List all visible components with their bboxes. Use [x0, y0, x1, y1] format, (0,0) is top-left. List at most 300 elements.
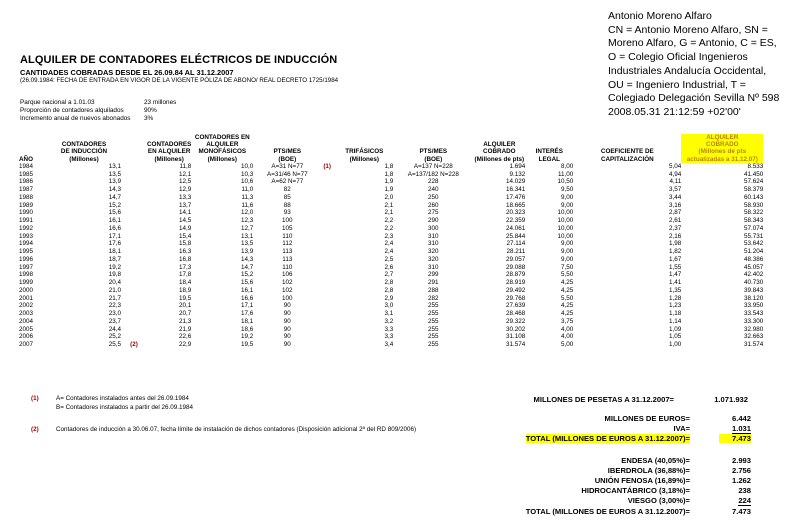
table-cell: 7,50 — [561, 263, 574, 271]
table-cell: 55.731 — [744, 232, 764, 240]
table-cell: 1,8 — [384, 162, 394, 170]
table-cell: 27.639 — [506, 302, 526, 310]
table-cell: 2004 — [19, 317, 34, 325]
table-cell: 255 — [428, 333, 439, 341]
table-cell: 13,5 — [241, 240, 254, 248]
table-row — [19, 163, 763, 171]
table-cell: 17,1 — [241, 302, 254, 310]
company-label: UNIÓN FENOSA (16,89%)= — [594, 476, 690, 485]
table-cell: 310 — [428, 240, 439, 248]
table-cell: 300 — [428, 224, 439, 232]
table-cell: 291 — [428, 279, 439, 287]
table-row — [19, 287, 763, 295]
table-cell: 21,9 — [179, 325, 192, 333]
table-cell: 12,3 — [241, 217, 254, 225]
table-cell: 1990 — [19, 209, 34, 217]
table-cell: 22,9 — [179, 341, 192, 349]
table-cell: 275 — [428, 209, 439, 217]
table-cell — [121, 326, 147, 334]
table-cell: 1,28 — [669, 294, 682, 302]
table-cell: 240 — [428, 186, 439, 194]
table-cell: 2,6 — [384, 263, 394, 271]
signature-line: 2008.05.31 21:12:59 +02'00' — [608, 105, 741, 118]
table-cell: 1985 — [19, 170, 34, 178]
table-cell — [321, 202, 335, 210]
col-header-year: AÑO — [19, 155, 33, 163]
table-cell: 1,14 — [669, 317, 682, 325]
table-cell: 4,00 — [561, 325, 574, 333]
table-cell: 9,50 — [561, 186, 574, 194]
table-cell: 16,3 — [179, 248, 192, 256]
table-cell: 22,3 — [108, 302, 121, 310]
table-cell: 31.574 — [744, 341, 764, 349]
company-label: IBERDROLA (36,88%)= — [607, 466, 690, 475]
table-cell: 17,1 — [108, 232, 121, 240]
table-cell: 1,98 — [669, 240, 682, 248]
table-cell: 27.114 — [506, 240, 526, 248]
table-cell — [321, 302, 335, 310]
footnote-text: Contadores de inducción a 30.06.07, fecha límite de instalación de dichos contadores (Disposición adicional 2ª del RD 809/2006) — [56, 426, 417, 433]
table-row — [19, 310, 763, 318]
company-value: 2.993 — [731, 456, 751, 465]
table-cell: 90 — [283, 302, 291, 310]
table-cell: 11,3 — [241, 193, 254, 201]
table-cell: 45.057 — [744, 263, 764, 271]
table-cell: 16,6 — [241, 294, 254, 302]
table-cell: A=137/182 N=228 — [407, 170, 459, 178]
table-cell: 24,4 — [108, 325, 121, 333]
table-cell: 4,25 — [561, 310, 574, 318]
table-cell: 3,75 — [561, 317, 574, 325]
table-cell: 110 — [282, 232, 293, 240]
table-cell: 17,6 — [108, 240, 121, 248]
table-cell: 14.029 — [506, 178, 526, 186]
table-cell: 12,9 — [179, 186, 192, 194]
table-cell: 102 — [282, 279, 293, 287]
table-cell: 19,2 — [241, 333, 254, 341]
table-cell: 88 — [283, 201, 291, 209]
table-cell: A=137 N=228 — [413, 162, 453, 170]
table-cell: 22.359 — [506, 217, 526, 225]
table-cell: 4,11 — [669, 178, 682, 186]
table-cell: 1,41 — [669, 279, 682, 287]
table-cell: 13,1 — [241, 232, 254, 240]
table-cell: 90 — [283, 341, 291, 349]
table-cell: 18.665 — [506, 201, 526, 209]
table-cell — [121, 256, 147, 264]
table-cell: 3,4 — [384, 341, 394, 349]
table-cell: 1996 — [19, 255, 34, 263]
footnote-mark: (1) — [31, 395, 39, 402]
footnote-text: B= Contadores instalados a partir del 26.09.1984 — [56, 404, 194, 411]
table-cell: 110 — [282, 263, 293, 271]
table-cell: 3,44 — [669, 193, 682, 201]
table-cell: 310 — [428, 232, 439, 240]
table-cell — [121, 186, 147, 194]
table-cell: 1,9 — [384, 178, 394, 186]
table-cell: 20,1 — [179, 302, 192, 310]
table-cell — [321, 194, 335, 202]
table-cell: 53.642 — [744, 240, 764, 248]
table-cell: 255 — [428, 310, 439, 318]
table-cell: 90 — [283, 333, 291, 341]
table-cell: 1991 — [19, 217, 34, 225]
table-cell: 22,6 — [179, 333, 192, 341]
table-cell: 260 — [428, 201, 439, 209]
summary-euros-label: MILLONES DE EUROS= — [604, 414, 690, 423]
table-cell: 1,67 — [669, 255, 682, 263]
table-cell: 25,2 — [108, 333, 121, 341]
table-row — [19, 202, 763, 210]
table-cell: (2) — [130, 341, 138, 349]
table-cell — [121, 295, 147, 303]
table-cell: 1993 — [19, 232, 34, 240]
table-cell: 255 — [428, 302, 439, 310]
table-cell: 100 — [282, 217, 293, 225]
table-cell: 28.468 — [506, 310, 526, 318]
table-cell: 1,09 — [669, 325, 682, 333]
col-header-tri: TRIFÁSICOS (Millones) — [345, 148, 384, 163]
footnote-mark: (2) — [31, 426, 39, 433]
table-cell: 33.950 — [744, 302, 764, 310]
table-cell: 100 — [282, 294, 293, 302]
param-label: Parque nacional a 1.01.03 — [20, 99, 95, 106]
table-cell: 20,7 — [179, 310, 192, 318]
table-cell: 57.074 — [744, 224, 764, 232]
table-cell: 14,3 — [241, 255, 254, 263]
table-cell: 14,7 — [241, 263, 254, 271]
table-cell: 255 — [428, 325, 439, 333]
table-cell: 25.844 — [506, 232, 526, 240]
col-header-interes: INTERÉS LEGAL — [535, 148, 563, 163]
table-cell: A=31 N=77 — [271, 162, 304, 170]
param-value: 23 millones — [144, 99, 177, 106]
table-row — [19, 256, 763, 264]
rental-table — [19, 134, 763, 349]
col-header-cont-alq: CONTADORES EN ALQUILER (Millones) — [147, 141, 192, 163]
table-cell: 2001 — [19, 294, 34, 302]
table-cell — [321, 186, 335, 194]
table-cell: 19,5 — [179, 294, 192, 302]
table-row — [19, 248, 763, 256]
col-header-pts-mes-tri: PTS/MES (BOE) — [419, 148, 448, 163]
table-cell: 18,1 — [241, 317, 254, 325]
table-cell: 18,4 — [179, 279, 192, 287]
table-cell — [121, 310, 147, 318]
table-cell: 93 — [283, 209, 291, 217]
table-row — [19, 209, 763, 217]
table-cell — [121, 202, 147, 210]
table-cell: 12,1 — [179, 170, 192, 178]
param-label: Proporción de contadores alquilados — [20, 107, 124, 114]
table-row — [19, 341, 763, 349]
table-cell: 48.386 — [744, 255, 764, 263]
table-cell: 1,47 — [669, 271, 682, 279]
table-cell: 2,1 — [384, 209, 394, 217]
table-cell: 2003 — [19, 310, 34, 318]
table-cell: 2,2 — [384, 224, 394, 232]
param-value: 3% — [144, 115, 154, 122]
table-cell: 90 — [283, 325, 291, 333]
table-cell: 9.132 — [509, 170, 526, 178]
table-cell: 15,4 — [179, 232, 192, 240]
table-cell: 15,6 — [241, 279, 254, 287]
table-cell: 1,18 — [669, 310, 682, 318]
table-cell: 9,00 — [561, 240, 574, 248]
table-cell: 29.057 — [506, 255, 526, 263]
table-cell: 1,23 — [669, 302, 682, 310]
table-cell — [121, 333, 147, 341]
table-cell: 40.730 — [744, 279, 764, 287]
table-cell: 21,0 — [108, 286, 121, 294]
table-cell: 5,00 — [561, 341, 574, 349]
table-cell: 11,0 — [241, 186, 254, 194]
table-row — [19, 186, 763, 194]
table-cell: 14,5 — [179, 217, 192, 225]
table-cell — [321, 225, 335, 233]
table-cell: 3,2 — [384, 317, 394, 325]
table-cell — [121, 287, 147, 295]
table-cell: 21,7 — [108, 294, 121, 302]
table-cell: 13,1 — [108, 162, 121, 170]
table-cell: 1998 — [19, 271, 34, 279]
table-cell: 18,7 — [108, 255, 121, 263]
table-cell: 19,5 — [241, 341, 254, 349]
table-cell: 9,00 — [561, 248, 574, 256]
table-cell: 255 — [428, 317, 439, 325]
table-cell: 3,57 — [669, 186, 682, 194]
table-cell: 1986 — [19, 178, 34, 186]
table-row — [19, 302, 763, 310]
table-cell: 5,50 — [561, 294, 574, 302]
table-cell: 16,8 — [179, 255, 192, 263]
table-cell: 15,2 — [241, 271, 254, 279]
table-cell: 2006 — [19, 333, 34, 341]
table-cell — [121, 194, 147, 202]
table-cell: 10,00 — [557, 217, 574, 225]
table-cell: 58.379 — [744, 186, 764, 194]
table-cell: 8.533 — [747, 162, 764, 170]
table-cell: 2,9 — [384, 294, 394, 302]
table-cell: 320 — [428, 255, 439, 263]
table-cell: 2007 — [19, 341, 34, 349]
table-cell: 38.120 — [744, 294, 764, 302]
col-header-coef: COEFICIENTE DE CAPITALIZACIÓN — [600, 148, 654, 163]
table-cell: 2,61 — [669, 217, 682, 225]
signature-line: Colegiado Delegación Sevilla Nº 598 — [608, 92, 780, 105]
company-total-label: TOTAL (MILLONES DE EUROS A 31.12.2007)= — [525, 507, 690, 516]
table-cell: 14,1 — [179, 209, 192, 217]
table-row — [19, 295, 763, 303]
table-cell: 1984 — [19, 162, 34, 170]
table-cell: 310 — [428, 263, 439, 271]
table-cell: 25,5 — [108, 341, 121, 349]
table-cell: 51.204 — [744, 248, 764, 256]
table-row — [19, 225, 763, 233]
table-cell: A=62 N=77 — [271, 178, 304, 186]
table-row — [19, 279, 763, 287]
table-cell — [321, 209, 335, 217]
table-cell: 1995 — [19, 248, 34, 256]
table-cell: 2,2 — [384, 217, 394, 225]
table-cell: 3,0 — [384, 302, 394, 310]
table-cell: 19,2 — [108, 263, 121, 271]
col-header-mono: CONTADORES EN ALQUILER MONOFÁSICOS (Millones) — [194, 134, 250, 163]
company-label: HIDROCANTÁBRICO (3,18%)= — [581, 486, 690, 495]
table-cell: 24.061 — [506, 224, 526, 232]
table-cell: 288 — [428, 286, 439, 294]
table-cell: 13,5 — [108, 170, 121, 178]
table-cell: 90 — [283, 310, 291, 318]
table-cell: 18,6 — [241, 325, 254, 333]
signature-line: CN = Antonio Moreno Alfaro, SN = — [608, 23, 768, 36]
table-cell: 1,9 — [384, 186, 394, 194]
table-cell: 31.574 — [506, 341, 526, 349]
table-cell: 2,3 — [384, 232, 394, 240]
company-total-value: 7.473 — [731, 507, 751, 516]
summary-total-value: 7.473 — [719, 434, 751, 443]
table-cell — [321, 279, 335, 287]
param-label: Incremento anual de nuevos abonados — [20, 115, 131, 122]
table-cell — [121, 271, 147, 279]
table-cell: 10,6 — [241, 178, 254, 186]
table-cell — [121, 171, 147, 179]
table-cell: 1988 — [19, 193, 34, 201]
signature-line: OU = Ingeniero Industrial, T = — [608, 78, 746, 91]
table-cell: 1,55 — [669, 263, 682, 271]
table-cell: 1.694 — [509, 162, 526, 170]
table-cell — [121, 163, 147, 171]
table-row — [19, 271, 763, 279]
table-cell: 18,1 — [108, 248, 121, 256]
signature-line: Moreno Alfaro, G = Antonio, C = ES, — [608, 37, 777, 50]
table-cell: 29.322 — [506, 317, 526, 325]
table-cell — [121, 217, 147, 225]
table-cell: 9,00 — [561, 201, 574, 209]
table-cell: 2,5 — [384, 255, 394, 263]
table-cell: 58.930 — [744, 201, 764, 209]
table-cell: 28.919 — [506, 279, 526, 287]
table-cell: 33.300 — [744, 317, 764, 325]
table-cell: 12,0 — [241, 209, 254, 217]
table-cell: 5,50 — [561, 271, 574, 279]
table-cell — [121, 248, 147, 256]
table-cell: 60.143 — [744, 193, 764, 201]
table-cell: 299 — [428, 271, 439, 279]
summary-euros-value: 6.442 — [731, 414, 751, 423]
table-cell: 2,8 — [384, 286, 394, 294]
table-cell: 1,35 — [669, 286, 682, 294]
table-cell: 255 — [428, 341, 439, 349]
table-cell: 82 — [283, 186, 291, 194]
table-cell: 2,0 — [384, 193, 394, 201]
table-cell: 320 — [428, 248, 439, 256]
table-cell: 16,1 — [241, 286, 254, 294]
table-cell: 16,1 — [108, 217, 121, 225]
table-cell: 2000 — [19, 286, 34, 294]
table-cell: 1,05 — [669, 333, 682, 341]
table-cell: 3,3 — [384, 325, 394, 333]
table-cell — [321, 333, 335, 341]
table-cell: 2,87 — [669, 209, 682, 217]
table-cell: 13,9 — [241, 248, 254, 256]
col-header-alq-actualizado: ALQUILER COBRADO (Millones de pts actualizadas a 31.12.07) — [681, 134, 763, 163]
table-cell: 102 — [282, 286, 293, 294]
table-cell — [121, 302, 147, 310]
company-label: VIESGO (3,00%)= — [627, 496, 690, 505]
table-cell — [321, 171, 335, 179]
table-cell: 2,4 — [384, 240, 394, 248]
table-cell: 4,00 — [561, 333, 574, 341]
table-cell: 250 — [428, 193, 439, 201]
table-cell — [121, 209, 147, 217]
table-cell: A=31/46 N=77 — [267, 170, 308, 178]
table-cell: 2,16 — [669, 232, 682, 240]
table-cell — [321, 217, 335, 225]
table-cell: 29.492 — [506, 286, 526, 294]
table-cell: 8,00 — [561, 162, 574, 170]
table-cell: 112 — [282, 240, 293, 248]
digital-signature — [608, 10, 798, 120]
signature-line: Antonio Moreno Alfaro — [608, 10, 712, 22]
table-row — [19, 333, 763, 341]
table-cell: 3,3 — [384, 333, 394, 341]
table-cell — [321, 310, 335, 318]
table-cell: 12,5 — [179, 178, 192, 186]
table-cell: (1) — [323, 162, 332, 170]
table-cell: 1999 — [19, 279, 34, 287]
summary-total-label: TOTAL (MILLONES DE EUROS A 31.12.2007)= — [525, 434, 690, 443]
table-cell — [321, 271, 335, 279]
document-title: ALQUILER DE CONTADORES ELÉCTRICOS DE INDUCCIÓN — [20, 54, 338, 66]
company-value: 1.262 — [731, 476, 751, 485]
table-cell: 11,6 — [241, 201, 254, 209]
table-cell: 1,8 — [384, 170, 394, 178]
table-cell — [121, 279, 147, 287]
table-cell: 33.543 — [744, 310, 764, 318]
table-cell: 17.476 — [506, 193, 526, 201]
footnote-text: A= Contadores instalados antes del 26.09.1984 — [56, 395, 189, 402]
summary-iva-value: 1.031 — [731, 424, 751, 433]
table-cell — [321, 240, 335, 248]
table-cell: 23,7 — [108, 317, 121, 325]
table-cell: 32.663 — [744, 333, 764, 341]
summary-iva-label: IVA= — [673, 424, 690, 433]
table-cell: 15,2 — [108, 201, 121, 209]
table-cell: 32.980 — [744, 325, 764, 333]
table-cell: 17,6 — [241, 310, 254, 318]
table-cell: 1987 — [19, 186, 34, 194]
table-cell: 11,8 — [179, 162, 192, 170]
table-cell — [321, 318, 335, 326]
document-note: (26.09.1984: FECHA DE ENTRADA EN VIGOR DE LA VIGENTE PÓLIZA DE ABONO/ REAL DECRETO 1725/1984 — [20, 77, 339, 84]
table-cell: 14,3 — [108, 186, 121, 194]
table-cell — [321, 178, 335, 186]
table-cell: 28.211 — [506, 248, 526, 256]
table-cell: 20,4 — [108, 279, 121, 287]
table-cell: 39.843 — [744, 286, 764, 294]
table-cell — [321, 233, 335, 241]
table-row — [19, 194, 763, 202]
table-cell: 15,6 — [108, 209, 121, 217]
table-cell: 10,0 — [241, 162, 254, 170]
table-cell: 21,3 — [179, 317, 192, 325]
table-cell: 228 — [428, 178, 439, 186]
param-value: 90% — [144, 107, 157, 114]
table-cell — [121, 178, 147, 186]
table-cell — [321, 326, 335, 334]
table-cell: 13,3 — [179, 193, 192, 201]
